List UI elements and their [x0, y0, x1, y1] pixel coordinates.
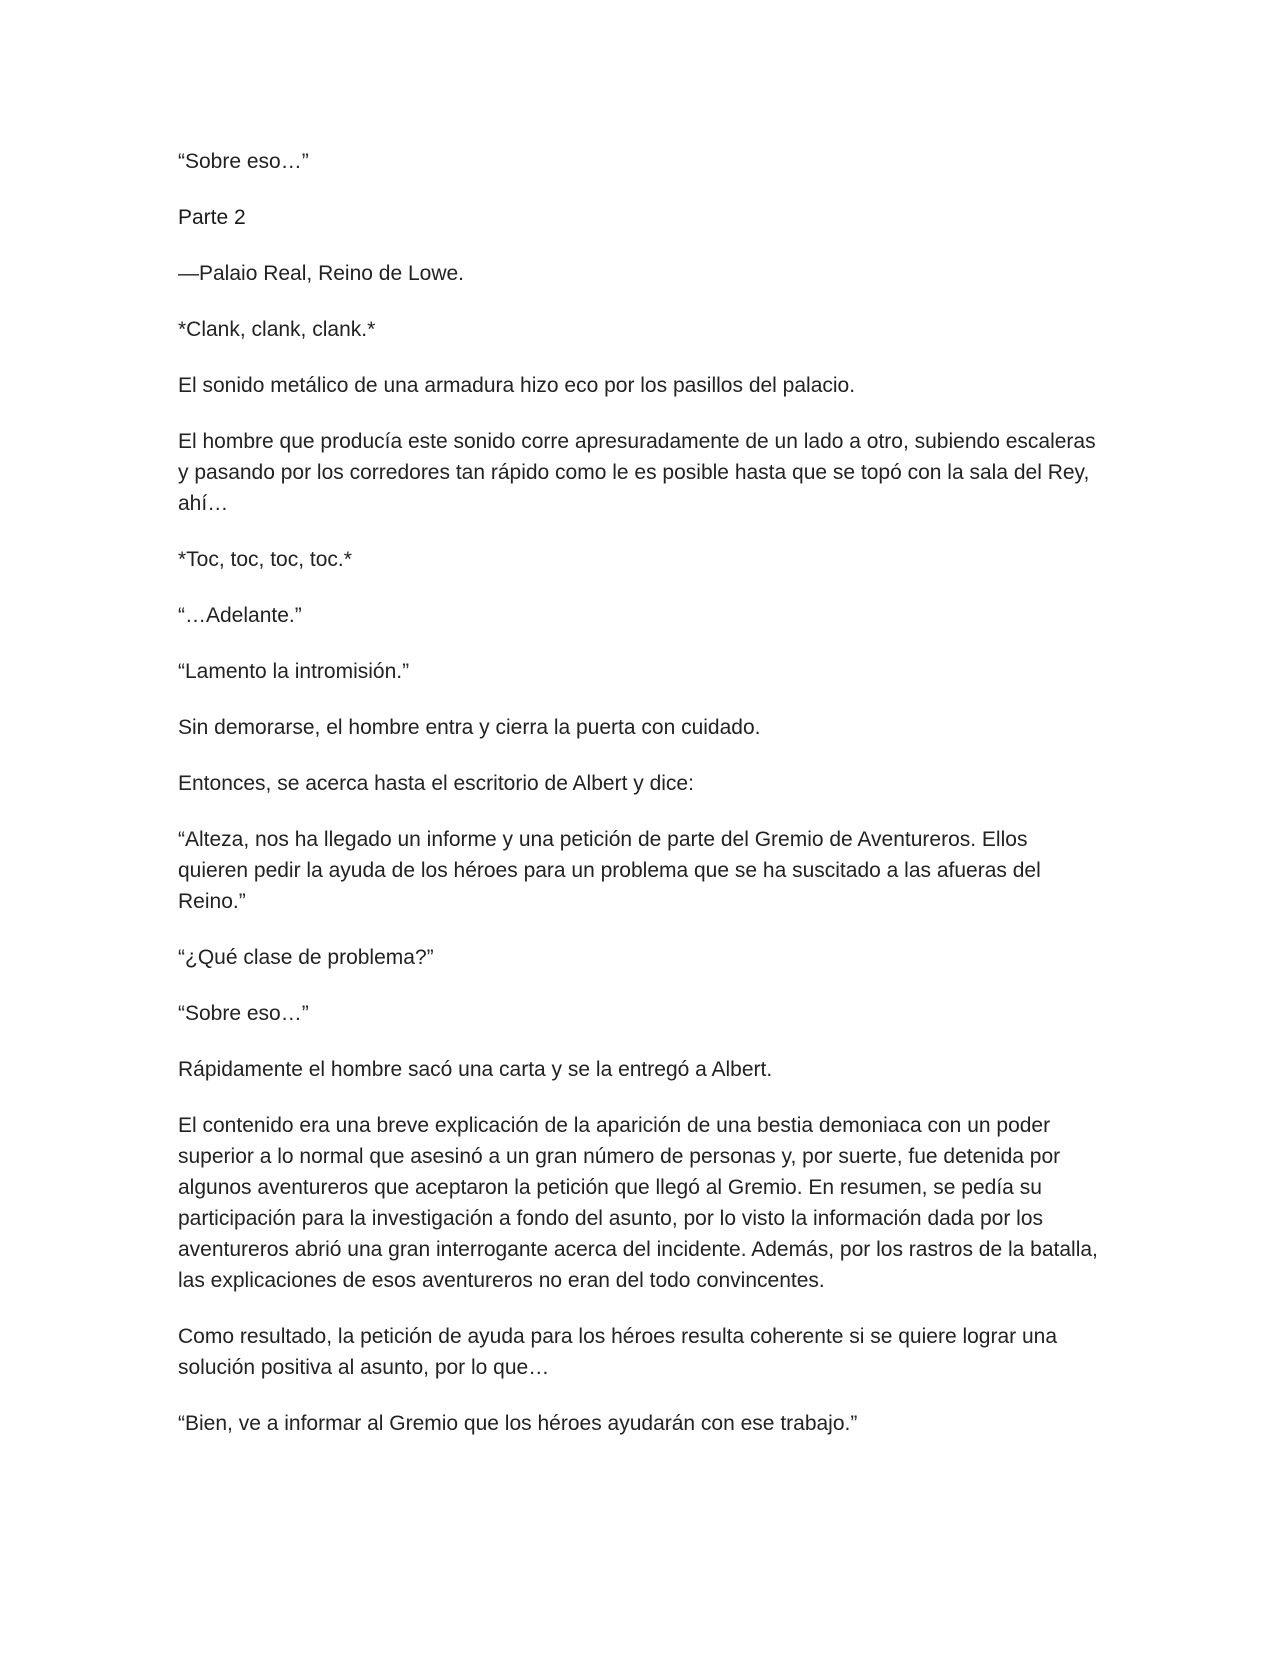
paragraph: Como resultado, la petición de ayuda para los héroes resulta coherente si se quiere lograr una solución positiva al asunto, por lo que… [178, 1325, 1058, 1379]
paragraph: *Clank, clank, clank.* [178, 318, 376, 341]
paragraph: *Toc, toc, toc, toc.* [178, 548, 352, 571]
paragraph: —Palaio Real, Reino de Lowe. [178, 262, 465, 285]
paragraph: “…Adelante.” [178, 604, 302, 627]
paragraph: El hombre que producía este sonido corre apresuradamente de un lado a otro, subiendo escaleras y pasando por los corredores tan rápido como le es posible hasta que se topó con la sala del Rey, ahí… [178, 430, 1096, 515]
paragraph: Sin demorarse, el hombre entra y cierra la puerta con cuidado. [178, 716, 761, 739]
paragraph: “¿Qué clase de problema?” [178, 946, 434, 969]
paragraph: Rápidamente el hombre sacó una carta y se la entregó a Albert. [178, 1058, 773, 1081]
paragraph: El sonido metálico de una armadura hizo eco por los pasillos del palacio. [178, 374, 856, 397]
paragraph: “Alteza, nos ha llegado un informe y una petición de parte del Gremio de Aventureros. Ellos quieren pedir la ayuda de los héroes para un problema que se ha suscitado a las afueras del Reino.” [178, 828, 1041, 913]
paragraph: “Bien, ve a informar al Gremio que los héroes ayudarán con ese trabajo.” [178, 1412, 858, 1435]
paragraph: Entonces, se acerca hasta el escritorio de Albert y dice: [178, 772, 694, 795]
paragraph: “Lamento la intromisión.” [178, 660, 410, 683]
paragraph: “Sobre eso…” [178, 1002, 309, 1025]
paragraph: “Sobre eso…” [178, 150, 309, 173]
paragraph: El contenido era una breve explicación de la aparición de una bestia demoniaca con un poder superior a lo normal que asesinó a un gran número de personas y, por suerte, fue detenida por algunos aventureros que aceptaron la petición que llegó al Gremio. En resumen, se pedía su participación para la investigación a fondo del asunto, por lo visto la información dada por los aventureros abrió una gran interrogante acerca del incidente. Además, por los rastros de la batalla, las explicaciones de esos aventureros no eran del todo convincentes. [178, 1114, 1098, 1292]
section-heading: Parte 2 [178, 206, 246, 229]
document-body [178, 146, 1098, 1464]
